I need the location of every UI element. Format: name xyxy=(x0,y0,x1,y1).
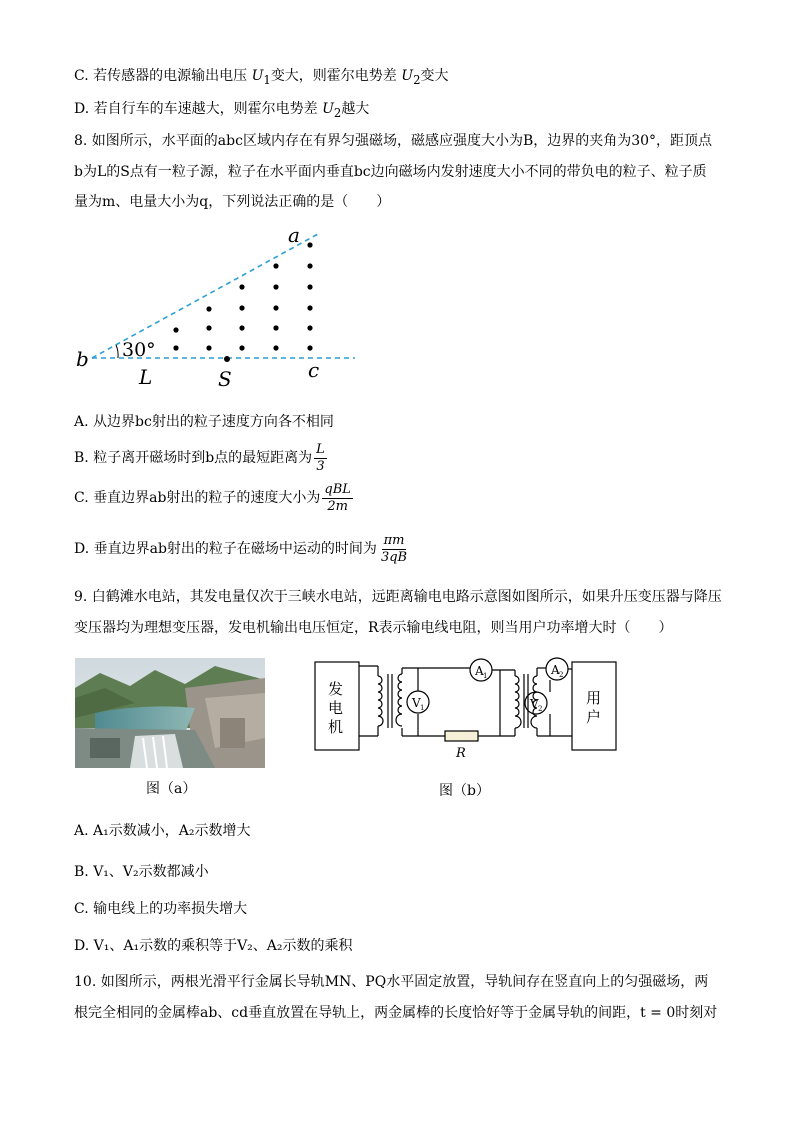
field-dots xyxy=(173,242,312,350)
generator-char-2: 电 xyxy=(328,699,344,717)
v1-subscript: 1 xyxy=(420,704,425,712)
hydropower-station-photo xyxy=(75,658,265,768)
q8-option-c: C. 垂直边界ab射出的粒子的速度大小为 $\frac{\text{qBL}}{2m}$ xyxy=(74,481,351,514)
caption-b: 图（b） xyxy=(439,783,490,799)
transmission-circuit-diagram xyxy=(310,656,622,766)
a2-subscript: 2 xyxy=(559,671,564,679)
option-c-prev: C. 若传感器的电源输出电压 $U_1$变大，则霍尔电势差 $U_2$变大 xyxy=(74,68,449,87)
v2-label: V xyxy=(530,697,539,711)
a2-label: A xyxy=(551,663,560,677)
q8-magnetic-field-figure xyxy=(70,222,370,392)
label-l: L xyxy=(139,365,153,389)
label-c: c xyxy=(308,358,320,382)
q10-stem-line-2: 根完全相同的金属棒ab、cd垂直放置在导轨上，两金属棒的长度恰好等于金属导轨的间距，t = 0时刻对 xyxy=(74,1005,718,1021)
fraction-b: $\frac{L}{3}$ xyxy=(316,441,325,474)
angle-arc xyxy=(116,345,118,358)
label-s: S xyxy=(218,367,232,391)
q9-stem-line-2: 变压器均为理想变压器，发电机输出电压恒定，R表示输电线电阻，则当用户功率增大时（ ） xyxy=(74,620,673,636)
v2-subscript: 2 xyxy=(538,705,543,713)
q10-stem-line-1: 10. 如图所示，两根光滑平行金属长导轨MN、PQ水平固定放置，导轨间存在竖直向上的匀强磁场，两 xyxy=(74,974,709,990)
q8-stem-line-1: 8. 如图所示，水平面的abc区域内存在有界匀强磁场，磁感应强度大小为B，边界的夹角为30°，距顶点 xyxy=(74,133,713,149)
r-label: R xyxy=(456,746,466,761)
source-point-s xyxy=(224,356,230,362)
q8-option-d: D. 垂直边界ab射出的粒子在磁场中运动的时间为 $\frac{\pi m}{3qB}$ xyxy=(74,532,408,565)
v1-label: V xyxy=(412,696,421,710)
q9-option-d: D. V₁、A₁示数的乘积等于V₂、A₂示数的乘积 xyxy=(74,938,353,954)
caption-a: 图（a） xyxy=(146,781,197,797)
label-a: a xyxy=(288,223,300,247)
resistor-r xyxy=(445,731,478,741)
generator-char-1: 发 xyxy=(328,680,344,698)
q8-stem-line-2: b为L的S点有一粒子源，粒子在水平面内垂直bc边向磁场内发射速度大小不同的带负电的粒子、粒子质 xyxy=(74,164,707,180)
q9-stem-line-1: 9. 白鹤滩水电站，其发电量仅次于三峡水电站，远距离输电电路示意图如图所示，如果升压变压器与降压 xyxy=(74,589,722,605)
user-char-2: 户 xyxy=(586,708,602,726)
a1-label: A xyxy=(475,664,484,678)
option-d-prev: D. 若自行车的车速越大，则霍尔电势差 $U_2$越大 xyxy=(74,101,370,120)
label-b: b xyxy=(76,347,89,371)
fraction-d: $\frac{\pi m}{3qB}$ xyxy=(380,532,408,565)
generator-char-3: 机 xyxy=(328,718,344,736)
fraction-c: $\frac{\text{qBL}}{2m}$ xyxy=(324,481,351,514)
q8-stem-line-3: 量为m、电量大小为q，下列说法正确的是（ ） xyxy=(74,194,391,210)
user-char-1: 用 xyxy=(586,689,602,707)
angle-label: 30° xyxy=(122,339,156,361)
q8-option-b: B. 粒子离开磁场时到b点的最短距离为 $\frac{L}{3}$ xyxy=(74,441,325,474)
q9-option-b: B. V₁、V₂示数都减小 xyxy=(74,864,209,880)
q8-option-a: A. 从边界bc射出的粒子速度方向各不相同 xyxy=(74,414,334,430)
a1-subscript: 1 xyxy=(483,672,488,680)
q9-option-a: A. A₁示数减小，A₂示数增大 xyxy=(74,823,251,839)
q9-option-c: C. 输电线上的功率损失增大 xyxy=(74,901,248,917)
